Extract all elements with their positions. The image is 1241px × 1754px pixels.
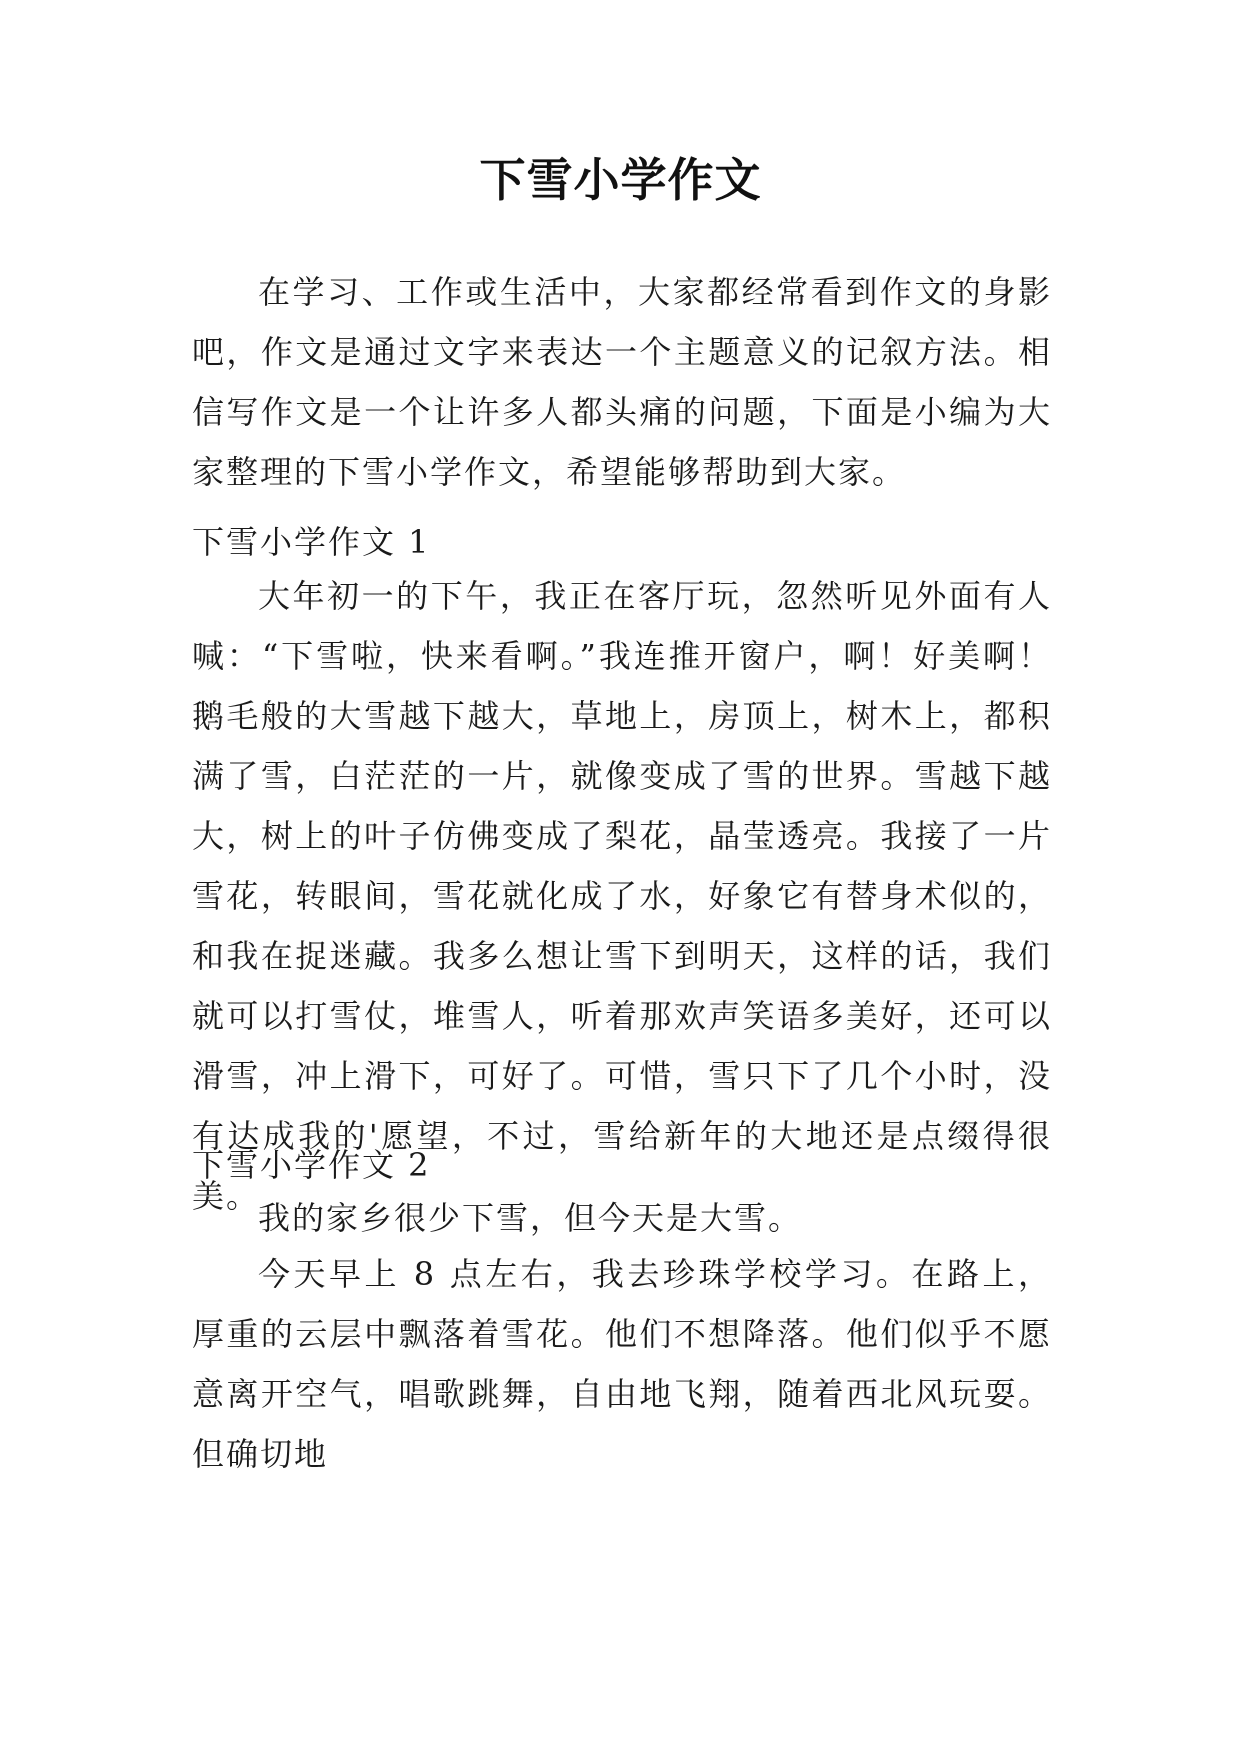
section-heading-2: 下雪小学作文 2 <box>192 1146 431 1184</box>
document-title: 下雪小学作文 <box>479 153 762 207</box>
intro-paragraph: 在学习、工作或生活中，大家都经常看到作文的身影吧，作文是通过文字来表达一个主题意义的记叙方法。相信写作文是一个让许多人都头痛的问题，下面是小编为大家整理的下雪小学作文，希望能够帮助到大家。 <box>192 273 1052 491</box>
section-2-paragraph-1: 我的家乡很少下雪，但今天是大雪。 <box>258 1199 803 1237</box>
section-heading-1: 下雪小学作文 1 <box>192 523 431 561</box>
section-1-paragraph-1: 大年初一的下午，我正在客厅玩，忽然听见外面有人喊：“下雪啦，快来看啊。”我连推开窗户，啊！好美啊！鹅毛般的大雪越下越大，草地上，房顶上，树木上，都积满了雪，白茫茫的一片，就像变成了雪的世界。雪越下越大，树上的叶子仿佛变成了梨花，晶莹透亮。我接了一片雪花，转眼间，雪花就化成了水，好象它有替身术似的，和我在捉迷藏。我多么想让雪下到明天，这样的话，我们就可以打雪仗，堆雪人，听着那欢声笑语多美好，还可以滑雪，冲上滑下，可好了。可惜，雪只下了几个小时，没有达成我的'愿望，不过，雪给新年的大地还是点缀得很美。 <box>192 577 1052 1215</box>
section-2-paragraph-2: 今天早上 8 点左右，我去珍珠学校学习。在路上，厚重的云层中飘落着雪花。他们不想降落。他们似乎不愿意离开空气，唱歌跳舞，自由地飞翔，随着西北风玩耍。但确切地 <box>192 1255 1052 1473</box>
